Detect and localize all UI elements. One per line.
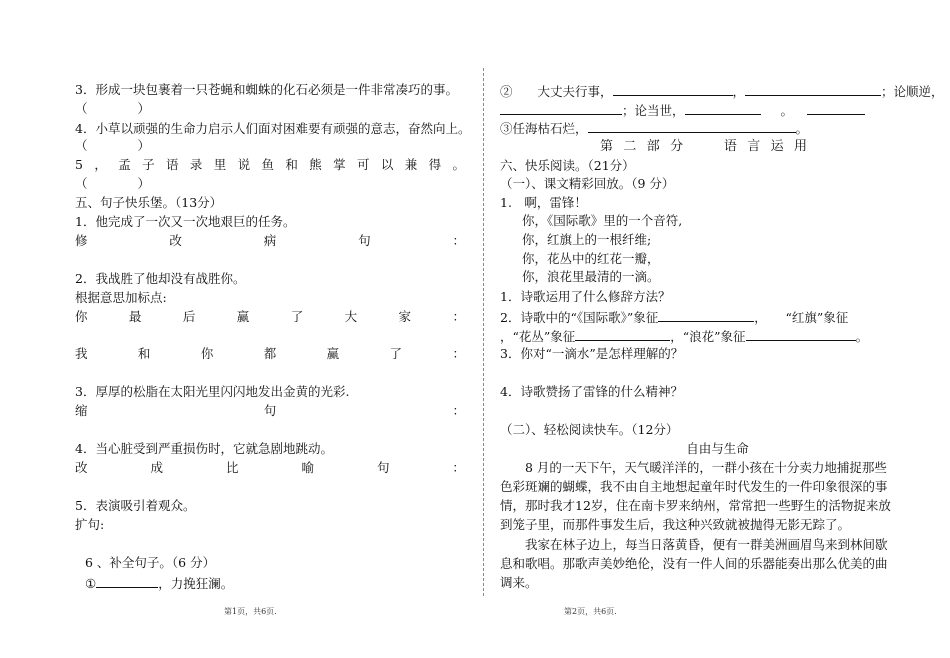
sentence-1: 1．他完成了一次又一次地艰巨的任务。 — [75, 214, 296, 229]
sentence-3: 3．厚厚的松脂在太阳光里闪闪地发出金黄的光彩. — [75, 384, 350, 399]
poem-question-2-line-1[interactable]: 2．诗歌中的“《国际歌》”象征 ， “红旗”象征 — [500, 310, 849, 325]
section-6-title: 六、快乐阅读。（21分） — [500, 158, 635, 173]
sentence-1-task[interactable]: 修 改 病 句 ： — [75, 233, 465, 248]
poem-question-3: 3．你对“一滴水”是怎样理解的？ — [500, 346, 684, 361]
answer-paren-4[interactable]: （ ） — [75, 138, 151, 153]
page-footer-left: 第1页，共6页. — [224, 607, 277, 616]
sentence-4: 4．当心脏受到严重损伤时，它就急剧地跳动。 — [75, 441, 333, 456]
article-title: 自由与生命 — [686, 441, 749, 456]
poem-line-3: 你，红旗上的一根纤维; — [522, 232, 652, 247]
poem-question-1: 1．诗歌运用了什么修辞方法？ — [500, 289, 671, 304]
sentence-6-title: 6 、补全句子。（6 分） — [85, 555, 216, 570]
sentence-2-instruction: 根据意思加标点: — [75, 290, 167, 305]
poem-line-1: 1. 啊，雷锋！ — [500, 195, 587, 210]
sentence-2-line-2[interactable]: 我 和 你 都 赢 了 ： — [75, 346, 465, 361]
sentence-2-line-1[interactable]: 你 最 后 赢 了 大 家 ： — [75, 309, 465, 324]
fill-item-2-line-1[interactable]: ② 大丈夫行事， ， ；论顺逆， — [500, 84, 944, 99]
fill-item-3[interactable]: ③任海枯石烂， 。 — [500, 121, 809, 136]
poem-line-5: 你，浪花里最清的一滴。 — [522, 269, 660, 284]
article-paragraph-2: 我家在林子边上，每当日落黄昏，便有一群美洲画眉鸟来到林间歇息和歌唱。那歌声美妙绝伦，没有一件人间的乐器能奏出那么优美的曲调来。 — [500, 537, 888, 590]
sentence-2: 2．我战胜了他却没有战胜你。 — [75, 271, 246, 286]
right-page — [485, 0, 950, 658]
sentence-6-item-1[interactable]: ① ，力挽狂澜。 — [85, 576, 234, 591]
question-3: 3．形成一块包裹着一只苍蝇和蜘蛛的化石必须是一件非常凑巧的事。 — [75, 82, 458, 97]
answer-paren-3[interactable]: （ ） — [75, 101, 151, 116]
part-2-heading: 第 二 部 分 语 言 运 用 — [600, 139, 807, 154]
subsection-1-title: （一）、课文精彩回放。（9 分） — [500, 176, 675, 191]
sentence-5: 5．表演吸引着观众。 — [75, 498, 196, 513]
sentence-3-task[interactable]: 缩 句 ： — [75, 403, 465, 418]
question-5: 5 ， 孟 子 语 录 里 说 鱼 和 熊 掌 可 以 兼 得 。 — [75, 157, 465, 172]
section-5-title: 五、句子快乐堡。（13分） — [75, 195, 223, 210]
fill-item-2-line-2[interactable]: ；论当世， 。 — [500, 101, 865, 119]
article-paragraph-1: 8 月的一天下午，天气暖洋洋的，一群小孩在十分卖力地捕捉那些色彩斑斓的蝴蝶，我不由自主地想起童年时代发生的一件印象很深的事情，那时我才12岁，住在南卡罗来纳州，常常把一些野生的活物捉来放到笼子里，而那件事发生后，我这种兴致就被抛得无影无踪了。 — [500, 460, 891, 532]
sentence-5-task[interactable]: 扩句: — [75, 517, 105, 532]
page-footer-right: 第2页，共6页. — [564, 607, 617, 616]
poem-question-2-line-2[interactable]: ，“花丛”象征 ，“浪花”象征 。 — [500, 329, 869, 344]
poem-line-4: 你，花丛中的红花一瓣， — [522, 251, 660, 266]
page-divider — [483, 68, 484, 596]
subsection-2-title: （二）、轻松阅读快车。（12分） — [500, 422, 679, 437]
blank-line[interactable] — [96, 574, 158, 588]
sentence-4-task[interactable]: 改 成 比 喻 句 ： — [75, 460, 465, 475]
poem-line-2: 你，《国际歌》里的一个音符, — [522, 213, 683, 228]
question-4: 4．小草以顽强的生命力启示人们面对困难要有顽强的意志，奋然向上。 — [75, 121, 471, 136]
poem-question-4: 4．诗歌赞扬了雷锋的什么精神？ — [500, 384, 683, 399]
answer-paren-5[interactable]: （ ） — [75, 176, 151, 191]
